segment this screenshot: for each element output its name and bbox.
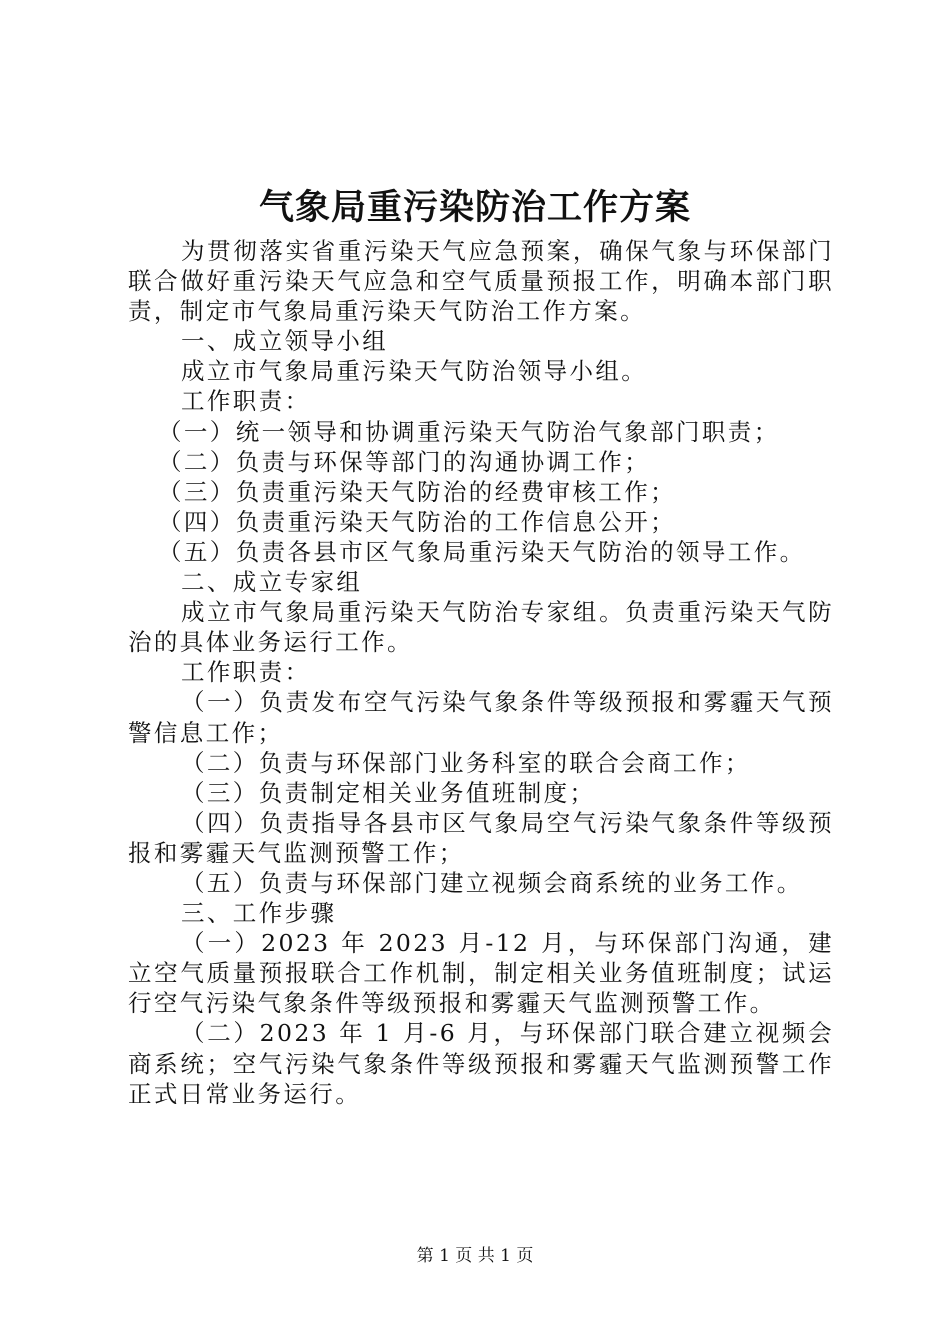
heading-leadership-group: 一、成立领导小组 [181, 327, 389, 356]
duty-item-1-5: （五）负责各县市区气象局重污染天气防治的领导工作。 [158, 537, 806, 566]
duty-item-2-5: （五）负责与环保部门建立视频会商系统的业务工作。 [181, 868, 803, 897]
step-item-2: （二）2023 年 1 月-6 月，与环保部门联合建立视频会商系统；空气污染气象条件等级预报和雾霾天气监测预警工作正式日常业务运行。 [128, 1019, 834, 1108]
label-duties-2: 工作职责： [181, 658, 311, 687]
document-body [128, 236, 834, 1109]
duty-item-2-4: （四）负责指导各县市区气象局空气污染气象条件等级预报和雾霾天气监测预警工作； [128, 808, 834, 867]
duty-item-2-2: （二）负责与环保部门业务科室的联合会商工作； [181, 748, 751, 777]
paragraph-intro: 为贯彻落实省重污染天气应急预案，确保气象与环保部门联合做好重污染天气应急和空气质量预报工作，明确本部门职责，制定市气象局重污染天气防治工作方案。 [128, 237, 834, 326]
document-title: 气象局重污染防治工作方案 [258, 187, 691, 228]
label-duties-1: 工作职责： [181, 387, 311, 416]
paragraph-leadership-group: 成立市气象局重污染天气防治领导小组。 [181, 357, 648, 386]
step-item-1: （一）2023 年 2023 月-12 月，与环保部门沟通，建立空气质量预报联合工作机制，制定相关业务值班制度；试运行空气污染气象条件等级预报和雾霾天气监测预警工作。 [128, 929, 834, 1018]
heading-work-steps: 三、工作步骤 [181, 899, 337, 928]
duty-item-1-3: （三）负责重污染天气防治的经费审核工作； [158, 477, 676, 506]
heading-expert-group: 二、成立专家组 [181, 568, 363, 597]
paragraph-expert-group: 成立市气象局重污染天气防治专家组。负责重污染天气防治的具体业务运行工作。 [128, 598, 834, 657]
duty-item-2-3: （三）负责制定相关业务值班制度； [181, 778, 596, 807]
duty-item-2-1: （一）负责发布空气污染气象条件等级预报和雾霾天气预警信息工作； [128, 688, 834, 747]
duty-item-1-1: （一）统一领导和协调重污染天气防治气象部门职责； [158, 417, 780, 446]
duty-item-1-2: （二）负责与环保等部门的沟通协调工作； [158, 447, 651, 476]
duty-item-1-4: （四）负责重污染天气防治的工作信息公开； [158, 507, 676, 536]
page-footer: 第 1 页 共 1 页 [416, 1246, 534, 1266]
